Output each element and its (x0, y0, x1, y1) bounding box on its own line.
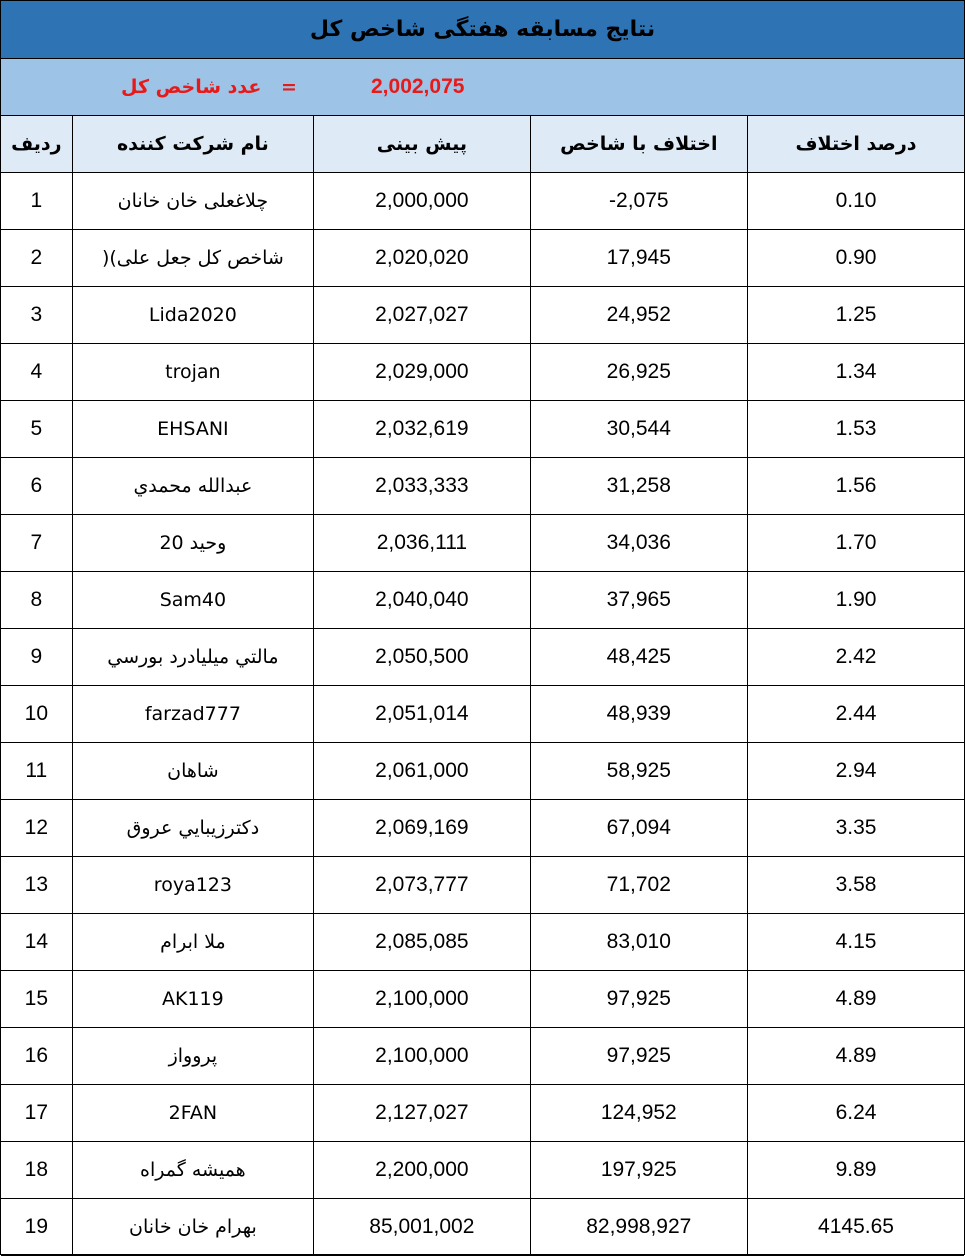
cell-difference: 37,965 (530, 572, 747, 629)
cell-name: roya123 (72, 857, 314, 914)
cell-prediction: 2,127,027 (314, 1085, 530, 1142)
cell-name: همیشه گمراه (72, 1142, 314, 1199)
cell-prediction: 85,001,002 (314, 1199, 530, 1256)
table-row (1, 800, 964, 857)
table-row (1, 173, 964, 230)
cell-name: Lida2020 (72, 287, 314, 344)
cell-percent: 1.56 (748, 458, 964, 515)
cell-percent: 2.94 (748, 743, 964, 800)
cell-name: دکترزيبايي عروق (72, 800, 314, 857)
cell-percent: 0.10 (748, 173, 964, 230)
cell-name: Sam40 (72, 572, 314, 629)
cell-name: trojan (72, 344, 314, 401)
cell-prediction: 2,029,000 (314, 344, 530, 401)
header-prediction: پیش بینی (314, 116, 530, 173)
cell-prediction: 2,200,000 (314, 1142, 530, 1199)
header-difference: اختلاف با شاخص (530, 116, 747, 173)
cell-name: farzad777 (72, 686, 314, 743)
cell-rank: 10 (1, 686, 72, 743)
cell-difference: 24,952 (530, 287, 747, 344)
cell-rank: 3 (1, 287, 72, 344)
table-row (1, 287, 964, 344)
cell-prediction: 2,020,020 (314, 230, 530, 287)
cell-percent: 1.90 (748, 572, 964, 629)
cell-name: AK119 (72, 971, 314, 1028)
cell-percent: 4.89 (748, 1028, 964, 1085)
cell-difference: -2,075 (530, 173, 747, 230)
cell-name: شاهان (72, 743, 314, 800)
table-row (1, 1028, 964, 1085)
table-row (1, 401, 964, 458)
results-table (1, 116, 964, 1256)
cell-difference: 58,925 (530, 743, 747, 800)
header-rank: ردیف (1, 116, 72, 173)
table-row (1, 230, 964, 287)
table-row (1, 515, 964, 572)
cell-difference: 48,425 (530, 629, 747, 686)
cell-prediction: 2,050,500 (314, 629, 530, 686)
cell-rank: 18 (1, 1142, 72, 1199)
table-row (1, 1199, 964, 1256)
cell-percent: 1.25 (748, 287, 964, 344)
cell-prediction: 2,100,000 (314, 1028, 530, 1085)
equals-sign: = (281, 76, 297, 98)
cell-prediction: 2,027,027 (314, 287, 530, 344)
cell-rank: 5 (1, 401, 72, 458)
cell-percent: 1.34 (748, 344, 964, 401)
cell-prediction: 2,061,000 (314, 743, 530, 800)
cell-percent: 3.58 (748, 857, 964, 914)
cell-name: بهرام خان خانان (72, 1199, 314, 1256)
header-percent: درصد اختلاف (748, 116, 964, 173)
cell-difference: 83,010 (530, 914, 747, 971)
sheet-title: نتایج مسابقه هفتگی شاخص کل (1, 1, 964, 59)
cell-rank: 14 (1, 914, 72, 971)
cell-rank: 6 (1, 458, 72, 515)
header-name: نام شرکت کننده (72, 116, 314, 173)
cell-percent: 4.89 (748, 971, 964, 1028)
table-row (1, 629, 964, 686)
total-index-label: عدد شاخص کل (121, 76, 262, 98)
cell-difference: 34,036 (530, 515, 747, 572)
cell-prediction: 2,085,085 (314, 914, 530, 971)
cell-difference: 124,952 (530, 1085, 747, 1142)
table-row (1, 743, 964, 800)
cell-prediction: 2,100,000 (314, 971, 530, 1028)
cell-rank: 13 (1, 857, 72, 914)
table-row (1, 458, 964, 515)
table-row (1, 686, 964, 743)
cell-difference: 97,925 (530, 1028, 747, 1085)
cell-difference: 26,925 (530, 344, 747, 401)
cell-name: پروواز (72, 1028, 314, 1085)
cell-difference: 82,998,927 (530, 1199, 747, 1256)
cell-rank: 12 (1, 800, 72, 857)
table-row (1, 1142, 964, 1199)
cell-percent: 4.15 (748, 914, 964, 971)
cell-prediction: 2,000,000 (314, 173, 530, 230)
cell-name: 2FAN (72, 1085, 314, 1142)
total-index-value: 2,002,075 (371, 75, 465, 98)
cell-difference: 30,544 (530, 401, 747, 458)
cell-prediction: 2,033,333 (314, 458, 530, 515)
cell-rank: 1 (1, 173, 72, 230)
cell-percent: 1.70 (748, 515, 964, 572)
cell-prediction: 2,069,169 (314, 800, 530, 857)
cell-percent: 3.35 (748, 800, 964, 857)
cell-prediction: 2,073,777 (314, 857, 530, 914)
cell-rank: 4 (1, 344, 72, 401)
cell-name: چلاغعلی خان خانان (72, 173, 314, 230)
cell-name: )(شاخص کل جعل علی (72, 230, 314, 287)
table-row (1, 857, 964, 914)
table-row (1, 344, 964, 401)
table-row (1, 572, 964, 629)
cell-rank: 15 (1, 971, 72, 1028)
cell-percent: 9.89 (748, 1142, 964, 1199)
cell-difference: 17,945 (530, 230, 747, 287)
cell-name: مالتي ميليادرد بورسي (72, 629, 314, 686)
table-body (1, 173, 964, 1256)
cell-percent: 6.24 (748, 1085, 964, 1142)
cell-percent: 2.44 (748, 686, 964, 743)
cell-rank: 16 (1, 1028, 72, 1085)
cell-difference: 67,094 (530, 800, 747, 857)
cell-rank: 9 (1, 629, 72, 686)
header-row (1, 116, 964, 173)
cell-prediction: 2,032,619 (314, 401, 530, 458)
cell-rank: 17 (1, 1085, 72, 1142)
cell-rank: 7 (1, 515, 72, 572)
cell-difference: 97,925 (530, 971, 747, 1028)
cell-difference: 71,702 (530, 857, 747, 914)
cell-prediction: 2,051,014 (314, 686, 530, 743)
cell-rank: 11 (1, 743, 72, 800)
cell-percent: 2.42 (748, 629, 964, 686)
cell-difference: 48,939 (530, 686, 747, 743)
cell-name: EHSANI (72, 401, 314, 458)
cell-difference: 197,925 (530, 1142, 747, 1199)
cell-rank: 8 (1, 572, 72, 629)
cell-prediction: 2,036,111 (314, 515, 530, 572)
cell-name: عبدالله محمدي (72, 458, 314, 515)
cell-difference: 31,258 (530, 458, 747, 515)
table-row (1, 914, 964, 971)
cell-rank: 2 (1, 230, 72, 287)
table-row (1, 971, 964, 1028)
cell-name: وحید 20 (72, 515, 314, 572)
table-row (1, 1085, 964, 1142)
cell-percent: 1.53 (748, 401, 964, 458)
cell-name: ملا ابرام (72, 914, 314, 971)
cell-percent: 0.90 (748, 230, 964, 287)
cell-rank: 19 (1, 1199, 72, 1256)
cell-percent: 4145.65 (748, 1199, 964, 1256)
total-index-bar (1, 59, 964, 116)
cell-prediction: 2,040,040 (314, 572, 530, 629)
